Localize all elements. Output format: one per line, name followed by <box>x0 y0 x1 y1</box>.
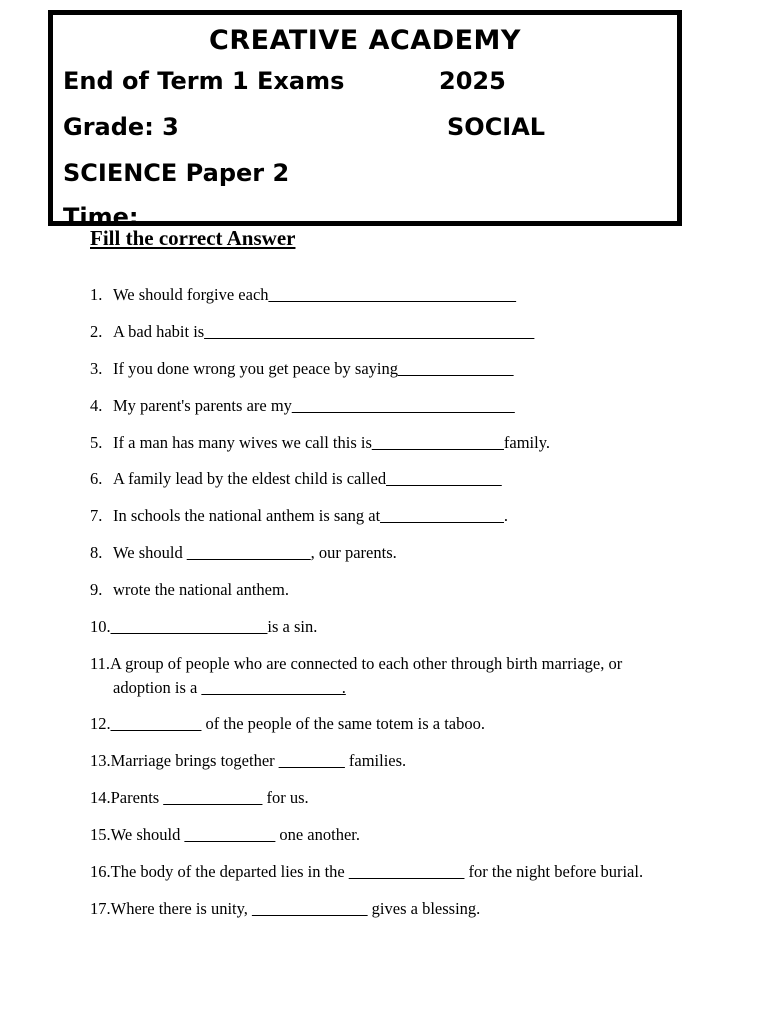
question-number: 10. <box>90 617 111 636</box>
answer-blank[interactable]: ______________ <box>398 359 514 378</box>
question-number: 8. <box>90 543 103 562</box>
exam-year: 2025 <box>439 67 506 95</box>
subject-label-end: SCIENCE Paper 2 <box>63 159 290 187</box>
question-text-after: . <box>503 506 509 525</box>
question-text: If you done wrong you get peace by saying <box>113 359 399 378</box>
question-text: We should <box>113 543 187 562</box>
answer-blank[interactable]: ___________________ <box>110 617 268 636</box>
question-text-after: of the people of the same totem is a taboo. <box>201 714 486 733</box>
question-number: 6. <box>90 469 103 488</box>
question-number: 2. <box>90 322 103 341</box>
question-text: We should <box>110 825 185 844</box>
question-continuation <box>90 676 680 700</box>
answer-blank[interactable]: ________________________________________ <box>204 322 535 341</box>
question-text: Parents <box>110 788 164 807</box>
question-number: 9. <box>90 580 103 599</box>
question-item <box>90 712 680 736</box>
question-text-after: for us. <box>262 788 309 807</box>
question-text-after[interactable]: . <box>341 678 346 697</box>
question-item <box>90 749 680 773</box>
question-item <box>90 786 680 810</box>
question-text: wrote the national anthem. <box>113 580 289 599</box>
answer-blank[interactable]: ____________ <box>163 788 263 807</box>
question-text-after: family. <box>503 433 551 452</box>
question-text: A bad habit is <box>113 322 205 341</box>
subject-label-start: SOCIAL <box>447 113 546 141</box>
exam-title: End of Term 1 Exams <box>63 67 345 95</box>
question-text: We should forgive each <box>113 285 269 304</box>
question-number: 13. <box>90 751 111 770</box>
question-item <box>90 394 680 418</box>
question-text: Marriage brings together <box>110 751 279 770</box>
question-item <box>90 897 680 921</box>
question-text: A family lead by the eldest child is called <box>113 469 387 488</box>
question-text: My parent's parents are my <box>113 396 292 415</box>
answer-blank[interactable]: ______________ <box>348 862 465 881</box>
question-number: 7. <box>90 506 103 525</box>
question-item <box>90 860 680 884</box>
question-item <box>90 541 680 565</box>
answer-blank[interactable]: ___________ <box>110 714 202 733</box>
grade-label: Grade: 3 <box>63 113 179 141</box>
question-number: 4. <box>90 396 103 415</box>
answer-blank[interactable]: _______________ <box>380 506 504 525</box>
question-text-after: , our parents. <box>310 543 397 562</box>
answer-blank[interactable]: ________________ <box>371 433 504 452</box>
question-item <box>90 823 680 847</box>
question-number: 11. <box>90 654 111 673</box>
question-number: 1. <box>90 285 103 304</box>
answer-blank[interactable]: ___________ <box>184 825 276 844</box>
question-text: The body of the departed lies in the <box>110 862 349 881</box>
question-text-after: families. <box>344 751 407 770</box>
question-number: 14. <box>90 788 111 807</box>
answer-blank[interactable]: _______________ <box>186 543 311 562</box>
question-text: A group of people who are connected to each other through birth marriage, or <box>110 654 623 673</box>
question-text-after: one another. <box>275 825 360 844</box>
question-item <box>90 320 680 344</box>
answer-blank[interactable]: ______________ <box>252 899 368 918</box>
school-name: CREATIVE ACADEMY <box>209 25 521 56</box>
exam-header-box <box>48 10 682 231</box>
question-item <box>90 652 680 700</box>
answer-blank[interactable]: _________________ <box>201 678 342 697</box>
question-text: In schools the national anthem is sang at <box>113 506 381 525</box>
question-text-after: is a sin. <box>267 617 318 636</box>
question-item <box>90 467 680 491</box>
answer-blank[interactable]: ______________ <box>386 469 502 488</box>
answer-blank[interactable]: ______________________________ <box>268 285 517 304</box>
question-number: 15. <box>90 825 111 844</box>
answer-blank[interactable]: ________ <box>278 751 345 770</box>
time-label: Time: <box>63 203 139 231</box>
question-text-after: gives a blessing. <box>367 899 481 918</box>
question-number: 16. <box>90 862 111 881</box>
question-number: 5. <box>90 433 103 452</box>
question-item <box>90 504 680 528</box>
question-item <box>90 431 680 455</box>
question-item <box>90 578 680 602</box>
question-number: 3. <box>90 359 103 378</box>
question-text: If a man has many wives we call this is <box>113 433 372 452</box>
instruction-heading: Fill the correct Answer <box>90 226 296 250</box>
question-text: Where there is unity, <box>110 899 253 918</box>
question-number: 17. <box>90 899 111 918</box>
question-number: 12. <box>90 714 111 733</box>
question-item <box>90 357 680 381</box>
question-text: adoption is a <box>113 678 202 697</box>
question-item <box>90 283 680 307</box>
answer-blank[interactable]: ___________________________ <box>291 396 515 415</box>
question-text-after: for the night before burial. <box>464 862 644 881</box>
question-item <box>90 615 680 639</box>
